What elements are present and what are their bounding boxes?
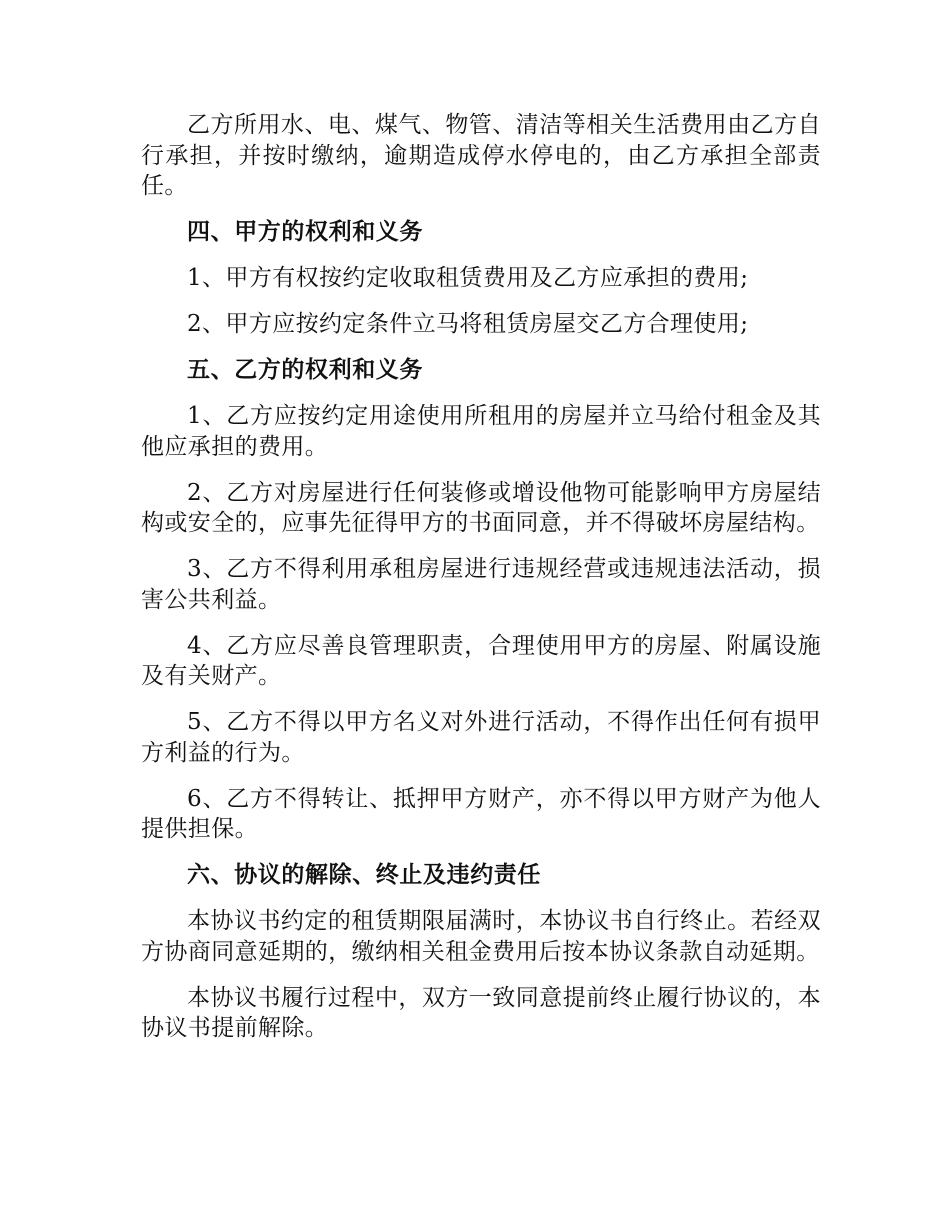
section-heading-termination: 六、协议的解除、终止及违约责任 <box>187 862 541 888</box>
clause-party-b-3: 3、乙方不得利用承租房屋进行违规经营或违规违法活动，损害公共利益。 <box>141 556 821 613</box>
section-heading-party-a-rights: 四、甲方的权利和义务 <box>187 219 423 245</box>
document-body <box>141 110 821 1059</box>
clause-party-b-4: 4、乙方应尽善良管理职责，合理使用甲方的房屋、附属设施及有关财产。 <box>141 632 821 689</box>
clause-party-b-1: 1、乙方应按约定用途使用所租用的房屋并立马给付租金及其他应承担的费用。 <box>141 403 821 460</box>
paragraph-living-expenses: 乙方所用水、电、煤气、物管、清洁等相关生活费用由乙方自行承担，并按时缴纳，逾期造成停水停电的，由乙方承担全部责任。 <box>141 112 821 199</box>
clause-party-b-2: 2、乙方对房屋进行任何装修或增设他物可能影响甲方房屋结构或安全的，应事先征得甲方的书面同意，并不得破坏房屋结构。 <box>141 479 821 536</box>
clause-party-a-2: 2、甲方应按约定条件立马将租赁房屋交乙方合理使用; <box>187 311 749 337</box>
paragraph-expiry-extension: 本协议书约定的租赁期限届满时，本协议书自行终止。若经双方协商同意延期的，缴纳相关租金费用后按本协议条款自动延期。 <box>141 908 821 965</box>
clause-party-b-6: 6、乙方不得转让、抵押甲方财产，亦不得以甲方财产为他人提供担保。 <box>141 785 821 842</box>
clause-party-a-1: 1、甲方有权按约定收取租赁费用及乙方应承担的费用; <box>187 265 749 291</box>
section-heading-party-b-rights: 五、乙方的权利和义务 <box>187 357 423 383</box>
clause-party-b-5: 5、乙方不得以甲方名义对外进行活动，不得作出任何有损甲方利益的行为。 <box>141 709 821 766</box>
paragraph-early-termination: 本协议书履行过程中，双方一致同意提前终止履行协议的，本协议书提前解除。 <box>141 984 821 1041</box>
